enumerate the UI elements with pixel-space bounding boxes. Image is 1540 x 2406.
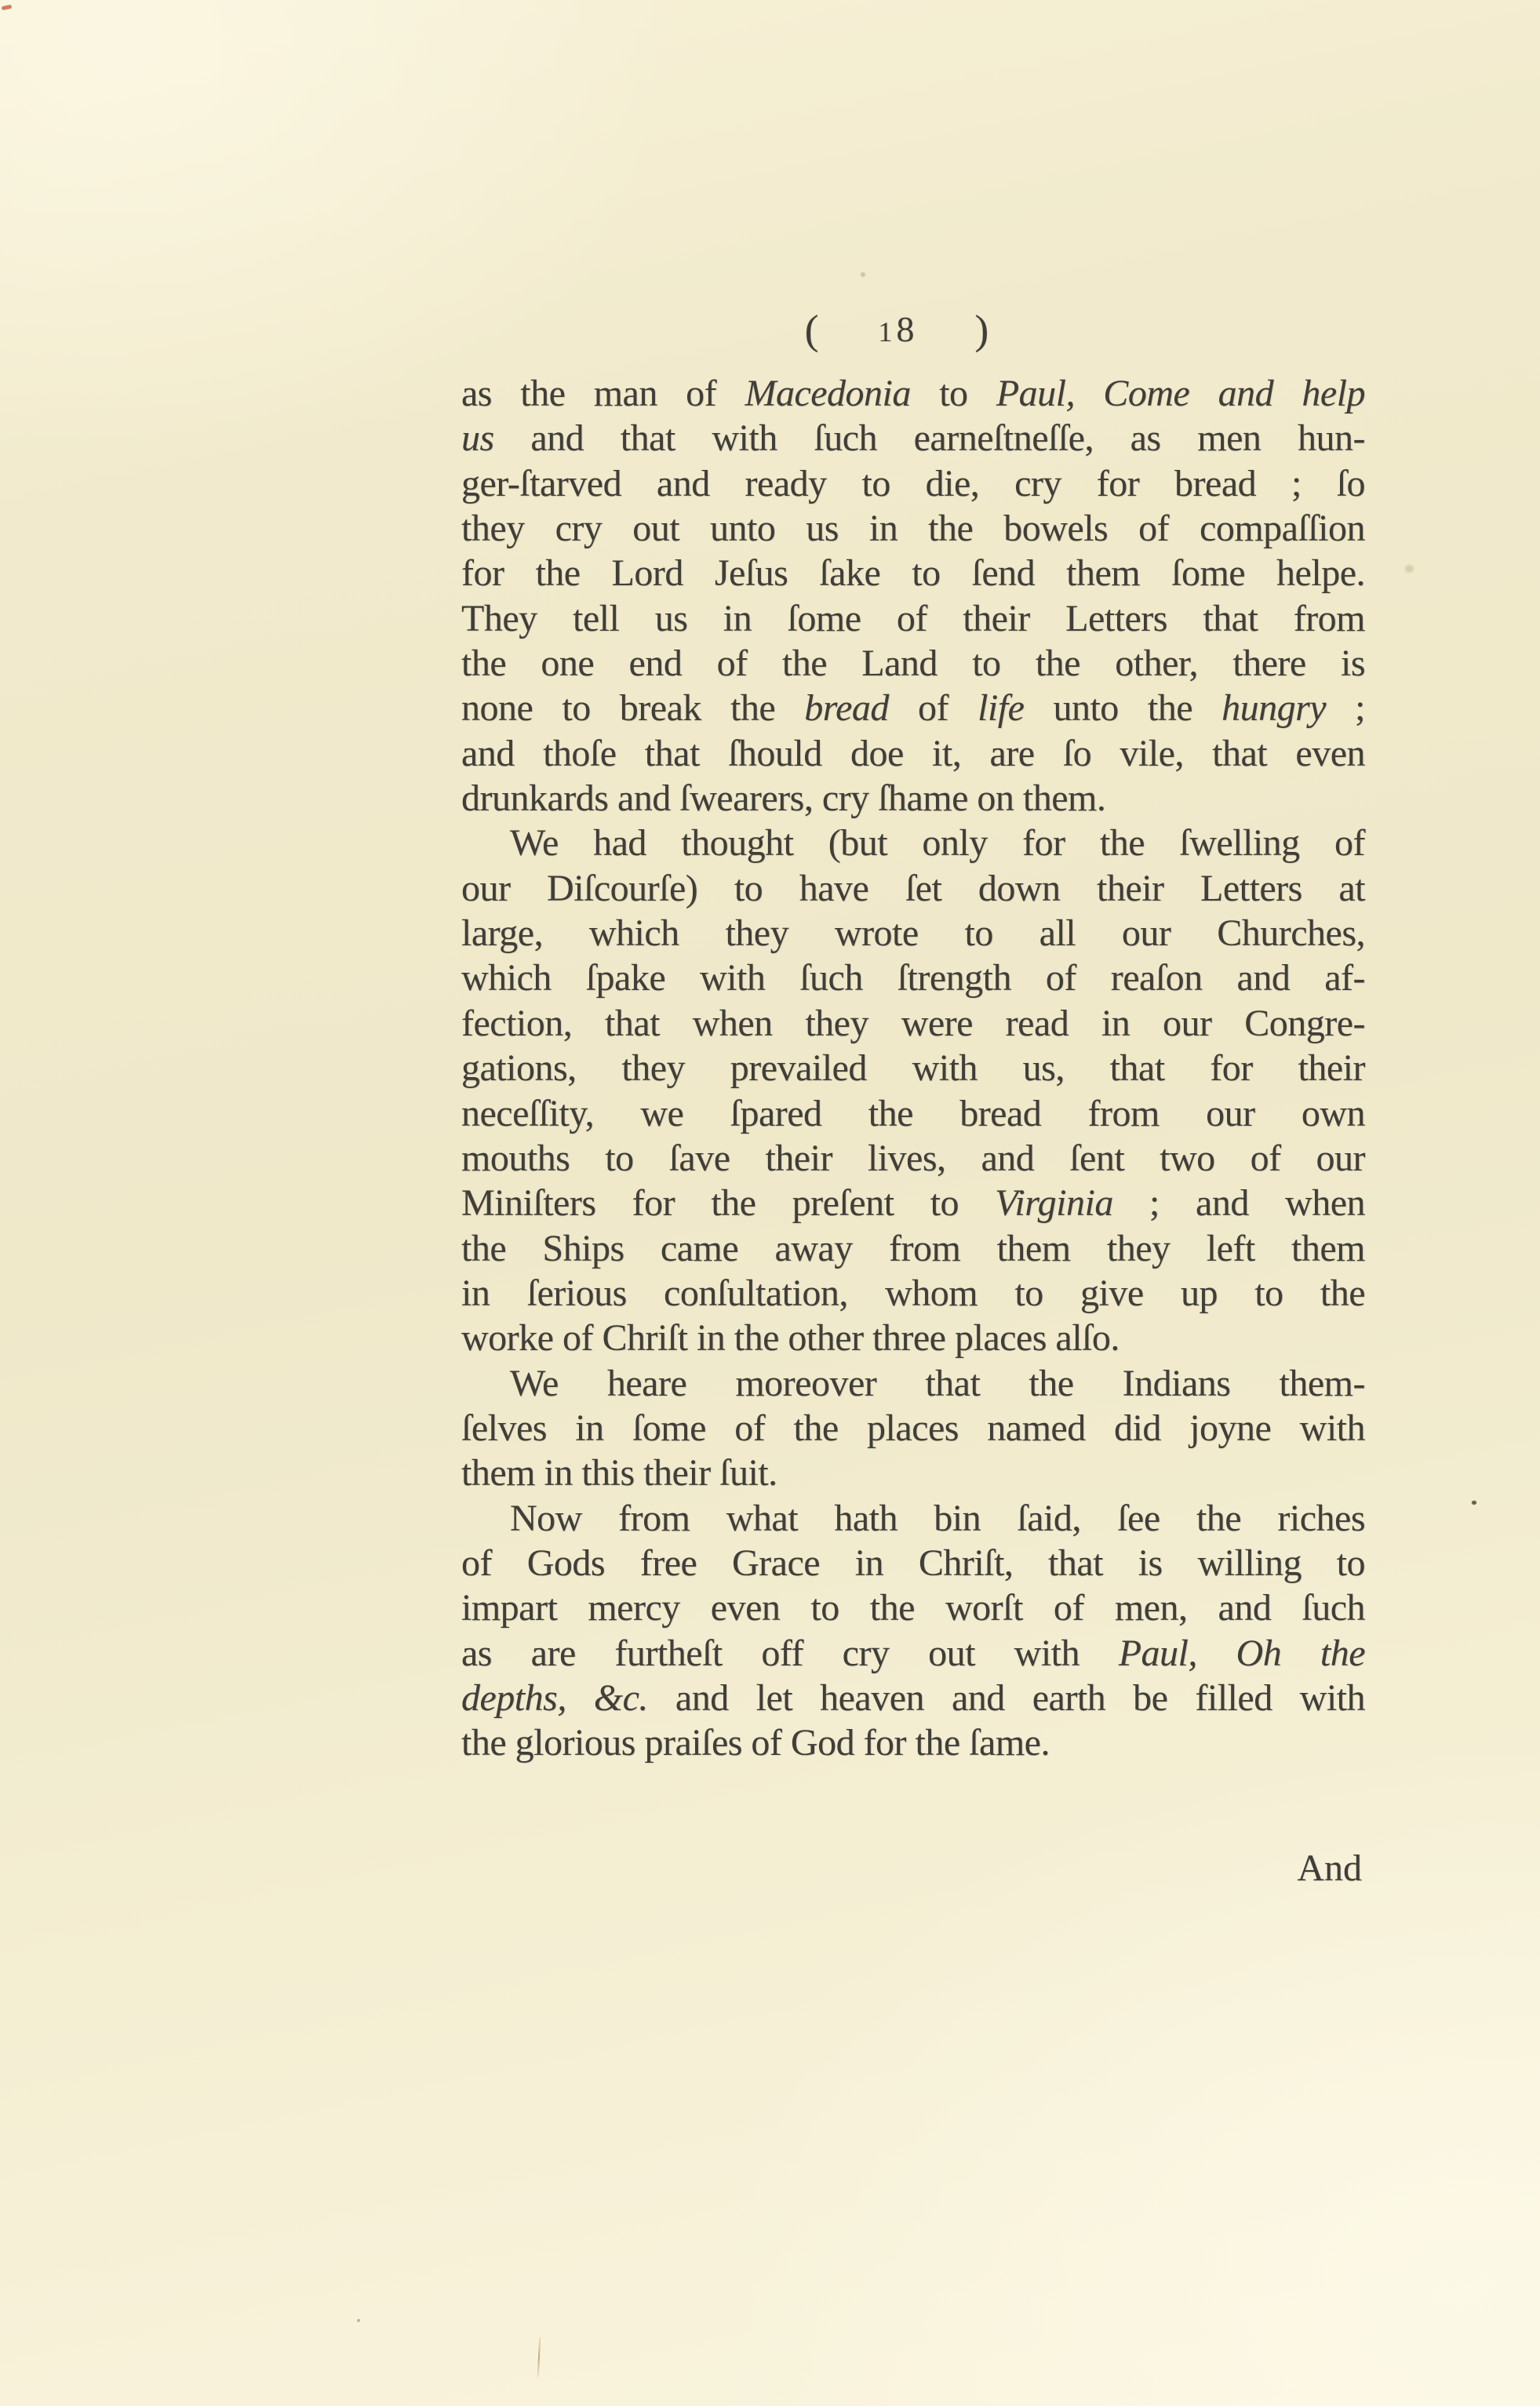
text-line [461, 1585, 1365, 1630]
text-segment: Now from what hath bin ſaid, ſee the riches [510, 1497, 1365, 1539]
text-segment: which ſpake with ſuch ſtrength of reaſon and af- [461, 957, 1365, 999]
text-line [461, 641, 1365, 686]
text-segment: of [888, 687, 978, 730]
text-segment: neceſſity, we ſpared the bread from our own [461, 1092, 1365, 1134]
text-line [461, 866, 1365, 911]
page-header [805, 304, 989, 355]
text-segment: the glorious praiſes of God for the ſame. [461, 1722, 1050, 1764]
text-segment: as the man of [461, 373, 745, 414]
text-line [461, 416, 1365, 460]
text-line [461, 371, 1365, 416]
text-segment: We had thought (but only for the ſwelling of [510, 822, 1365, 864]
text-segment: the Ships came away from them they left them [461, 1227, 1365, 1269]
text-segment-italic: depths, &c. [461, 1676, 648, 1719]
paper-speck-red [2, 5, 13, 11]
text-block [461, 371, 1365, 1766]
text-segment: and let heaven and earth be filled with [647, 1676, 1365, 1719]
text-line [461, 686, 1365, 730]
text-segment: ſelves in ſome of the places named did joyne with [461, 1407, 1365, 1449]
text-segment: gations, they prevailed with us, that for their [461, 1047, 1365, 1090]
text-segment-italic: Virginia [995, 1182, 1113, 1225]
text-line [461, 1541, 1365, 1585]
paper-speck [861, 272, 865, 277]
header-close-paren: ) [974, 306, 989, 353]
text-segment [1197, 1633, 1236, 1674]
text-line [461, 1631, 1365, 1676]
text-segment: for the Lord Jeſus ſake to ſend them ſome helpe. [461, 552, 1365, 595]
text-line [461, 911, 1365, 955]
text-segment: Miniſters for the preſent to [461, 1182, 996, 1225]
text-segment: of Gods free Grace in Chriſt, that is willing to [461, 1542, 1365, 1584]
text-segment: in ſerious conſultation, whom to give up to the [461, 1272, 1365, 1314]
text-segment: ; [1326, 687, 1366, 730]
text-segment: the one end of the Land to the other, there is [461, 642, 1365, 685]
paper-speck [1405, 565, 1414, 573]
text-segment: them in this their ſuit. [461, 1452, 777, 1494]
paper-speck [357, 2319, 360, 2322]
text-segment [1075, 373, 1103, 414]
text-segment: ger-ſtarved and ready to die, cry for bread ; ſo [461, 462, 1365, 504]
text-segment: to [910, 373, 996, 414]
paper-scratch [537, 2337, 541, 2378]
text-line [461, 1496, 1365, 1541]
text-segment-italic: Paul, [1118, 1632, 1197, 1674]
catchword: And [1297, 1847, 1362, 1889]
text-line [461, 955, 1365, 1000]
text-segment: fection, that when they were read in our Congre- [461, 1002, 1365, 1044]
text-segment: they cry out unto us in the bowels of compaſſion [461, 508, 1365, 550]
text-segment-italic: bread [804, 687, 889, 730]
text-line [461, 1316, 1365, 1360]
text-line [461, 776, 1365, 821]
text-segment: ; and when [1112, 1182, 1366, 1225]
text-segment: unto the [1024, 687, 1222, 730]
text-segment-italic: Paul, [996, 373, 1075, 414]
header-open-paren: ( [804, 306, 819, 353]
text-line [461, 1226, 1365, 1271]
page-number: 18 [878, 309, 919, 349]
text-segment: They tell us in ſome of their Letters that from [461, 597, 1365, 639]
text-line [461, 1676, 1365, 1720]
text-segment: and thoſe that ſhould doe it, are ſo vile, that even [461, 732, 1365, 774]
text-line [461, 1720, 1365, 1765]
text-line [461, 1181, 1365, 1225]
text-segment: mouths to ſave their lives, and ſent two of our [461, 1137, 1365, 1179]
text-line [461, 596, 1365, 641]
text-line [461, 1271, 1365, 1316]
text-segment: none to break the [461, 687, 805, 730]
paper-speck [1472, 1501, 1476, 1505]
text-segment: impart mercy even to the worſt of men, and ſuch [461, 1587, 1365, 1629]
text-line [461, 731, 1365, 776]
text-segment-italic: Macedonia [745, 373, 911, 414]
text-segment: drunkards and ſwearers, cry ſhame on them. [461, 777, 1106, 820]
text-line [461, 1451, 1365, 1495]
text-line [461, 1361, 1365, 1406]
text-segment: and that with ſuch earneſtneſſe, as men hun- [493, 417, 1365, 460]
text-segment: We heare moreover that the Indians them- [510, 1362, 1365, 1404]
text-segment: our Diſcourſe) to have ſet down their Letters at [461, 867, 1365, 909]
text-segment-italic: Come and help [1103, 373, 1366, 414]
text-segment: as are furtheſt off cry out with [461, 1632, 1119, 1674]
text-line [461, 551, 1365, 595]
text-segment-italic: life [978, 687, 1025, 730]
text-segment-italic: us [461, 417, 494, 460]
text-line [461, 1091, 1365, 1136]
text-line [461, 1001, 1365, 1046]
text-line [461, 461, 1365, 506]
text-segment: worke of Chriſt in the other three places alſo. [461, 1317, 1120, 1360]
text-line [461, 821, 1365, 865]
text-line [461, 506, 1365, 551]
text-segment-italic: Oh the [1236, 1632, 1366, 1674]
text-segment-italic: hungry [1221, 687, 1327, 730]
text-segment: large, which they wrote to all our Churches, [461, 912, 1365, 955]
text-line [461, 1136, 1365, 1181]
text-line [461, 1046, 1365, 1090]
text-line [461, 1406, 1365, 1451]
